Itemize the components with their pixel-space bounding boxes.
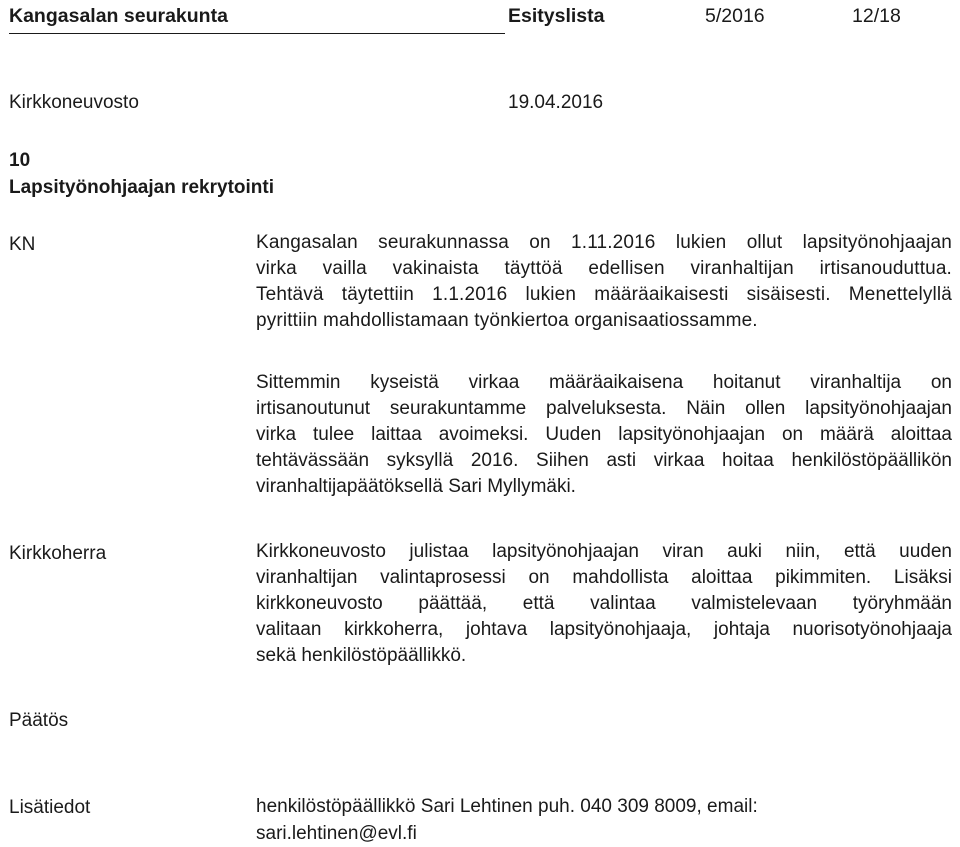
- document-number: 5/2016: [705, 5, 765, 27]
- section-label-paatos: Päätös: [9, 710, 69, 731]
- section-label-kirkkoherra: Kirkkoherra: [9, 543, 107, 564]
- paragraph-line: virka tulee laittaa avoimeksi. Uuden lapsityönohjaajan on määrä aloittaa: [256, 424, 952, 445]
- paragraph-line: viranhaltijan valintaprosessi on mahdollista aloittaa pikimmiten. Lisäksi: [256, 567, 952, 588]
- paragraph-line: pyrittiin mahdollistamaan työnkiertoa organisaatiossamme.: [256, 310, 758, 331]
- meeting-body: Kirkkoneuvosto: [9, 92, 139, 113]
- paragraph-line: valitaan kirkkoherra, johtava lapsityönohjaaja, johtaja nuorisotyönohjaaja: [256, 619, 952, 640]
- paragraph-line: Tehtävä täytettiin 1.1.2016 lukien määräaikaisesti sisäisesti. Menettelyllä: [256, 284, 952, 305]
- kn-paragraph-2: [256, 370, 952, 500]
- paragraph-line: viranhaltijapäätöksellä Sari Myllymäki.: [256, 476, 576, 497]
- paragraph-line: kirkkoneuvosto päättää, että valintaa valmistelevaan työryhmään: [256, 593, 952, 614]
- contact-line: henkilöstöpäällikkö Sari Lehtinen puh. 040 309 8009, email:: [256, 796, 758, 817]
- meeting-date: 19.04.2016: [508, 92, 604, 113]
- contact-email: sari.lehtinen@evl.fi: [256, 823, 417, 844]
- header-divider: [9, 33, 505, 34]
- section-label-kn: KN: [9, 234, 36, 255]
- paragraph-line: tehtävässään syksyllä 2016. Siihen asti virkaa hoitaa henkilöstöpäällikön: [256, 450, 952, 471]
- document-type: Esityslista: [508, 5, 605, 27]
- paragraph-line: virka vailla vakinaista täyttöä edellisen viranhaltijan irtisanouduttua.: [256, 258, 952, 279]
- section-label-lisatiedot: Lisätiedot: [9, 797, 91, 818]
- paragraph-line: irtisanoutunut seurakuntamme palveluksesta. Näin ollen lapsityönohjaajan: [256, 398, 952, 419]
- item-number: 10: [9, 150, 31, 171]
- contact-info: [256, 793, 952, 847]
- paragraph-line: sekä henkilöstöpäällikkö.: [256, 645, 467, 666]
- item-title: Lapsityönohjaajan rekrytointi: [9, 177, 274, 198]
- paragraph-line: Kirkkoneuvosto julistaa lapsityönohjaajan viran auki niin, että uuden: [256, 541, 952, 562]
- paragraph-line: Sittemmin kyseistä virkaa määräaikaisena hoitanut viranhaltija on: [256, 372, 952, 393]
- kirkkoherra-proposal: [256, 539, 952, 669]
- page-number: 12/18: [852, 5, 901, 27]
- organization-name: Kangasalan seurakunta: [9, 5, 228, 27]
- kn-paragraph-1: [256, 230, 952, 334]
- paragraph-line: Kangasalan seurakunnassa on 1.11.2016 lukien ollut lapsityönohjaajan: [256, 232, 952, 253]
